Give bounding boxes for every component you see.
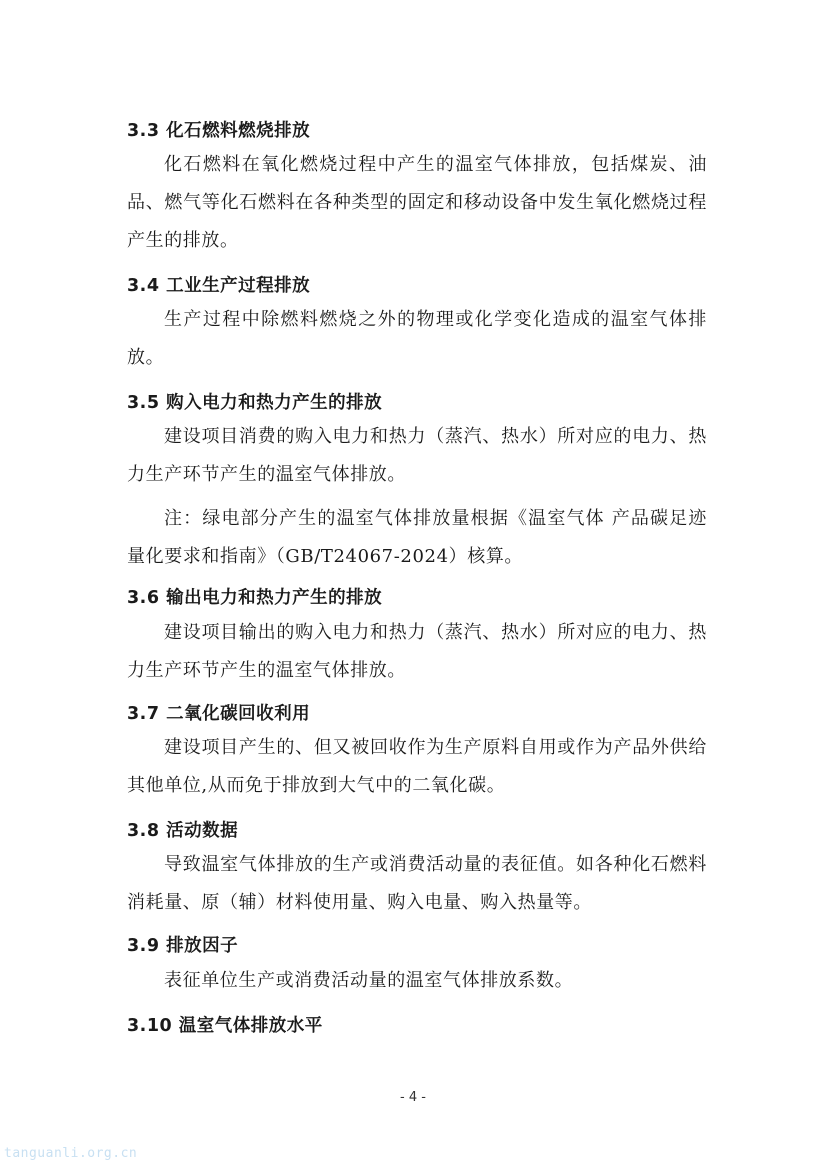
section-3-8-paragraph: 导致温室气体排放的生产或消费活动量的表征值。如各种化石燃料消耗量、原（辅）材料使用量、购入电量、购入热量等。 — [127, 854, 707, 913]
section-3-7-paragraph: 建设项目产生的、但又被回收作为生产原料自用或作为产品外供给其他单位,从而免于排放到大气中的二氧化碳。 — [127, 737, 707, 796]
section-heading-3-4: 3.4 工业生产过程排放 — [127, 276, 311, 296]
section-3-3-paragraph: 化石燃料在氧化燃烧过程中产生的温室气体排放，包括煤炭、油品、燃气等化石燃料在各种类型的固定和移动设备中发生氧化燃烧过程产生的排放。 — [127, 154, 707, 251]
page-number: - 4 - — [400, 1090, 426, 1105]
section-3-5-note: 注：绿电部分产生的温室气体排放量根据《温室气体 产品碳足迹量化要求和指南》（GB/T24067-2024）核算。 — [127, 508, 707, 567]
section-heading-3-6: 3.6 输出电力和热力产生的排放 — [127, 588, 383, 608]
section-heading-3-5: 3.5 购入电力和热力产生的排放 — [127, 393, 383, 413]
section-heading-3-10: 3.10 温室气体排放水平 — [127, 1016, 323, 1036]
section-3-5-paragraph: 建设项目消费的购入电力和热力（蒸汽、热水）所对应的电力、热力生产环节产生的温室气体排放。 — [127, 426, 707, 485]
section-3-6-paragraph: 建设项目输出的购入电力和热力（蒸汽、热水）所对应的电力、热力生产环节产生的温室气体排放。 — [127, 622, 707, 681]
section-heading-3-9: 3.9 排放因子 — [127, 936, 239, 956]
section-3-9-paragraph: 表征单位生产或消费活动量的温室气体排放系数。 — [164, 970, 574, 991]
section-heading-3-8: 3.8 活动数据 — [127, 821, 239, 841]
section-heading-3-7: 3.7 二氧化碳回收利用 — [127, 704, 311, 724]
section-heading-3-3: 3.3 化石燃料燃烧排放 — [127, 121, 311, 141]
watermark-text: tanguanli.org.cn — [4, 1146, 138, 1161]
section-3-4-paragraph: 生产过程中除燃料燃烧之外的物理或化学变化造成的温室气体排放。 — [127, 309, 707, 368]
